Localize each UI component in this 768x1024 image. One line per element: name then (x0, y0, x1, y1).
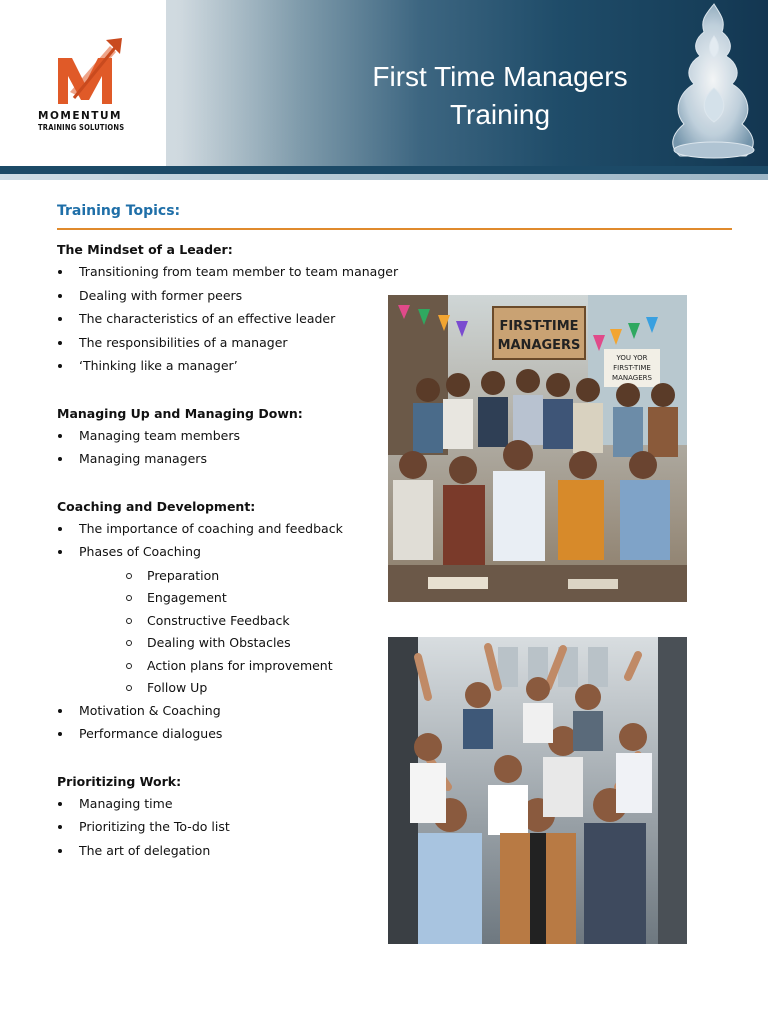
small-sign-line-2: FIRST-TIME (613, 364, 651, 372)
team-photo-illustration (388, 295, 687, 602)
group-heading: Managing Up and Managing Down: (57, 405, 303, 421)
section-rule (57, 228, 732, 230)
group-heading: The Mindset of a Leader: (57, 242, 233, 257)
list-item: The characteristics of an effective leader (57, 310, 387, 334)
list-item: ‘Thinking like a manager’ (57, 357, 387, 381)
list-item: Performance dialogues (57, 725, 387, 749)
group-heading: Coaching and Development: (57, 498, 256, 514)
team-photo-first-time-managers (388, 295, 687, 602)
sub-list-item: Preparation (57, 567, 387, 590)
header-divider-light (0, 174, 768, 180)
page-title (330, 58, 670, 134)
sub-list-item: Action plans for improvement (57, 657, 387, 680)
list-item: The responsibilities of a manager (57, 334, 387, 358)
header-banner (0, 0, 768, 166)
list-item: The importance of coaching and feedback (57, 520, 387, 544)
celebration-photo-illustration (388, 637, 687, 944)
small-sign-line-1: YOU YOR (616, 354, 648, 362)
list-item: Dealing with former peers (57, 287, 387, 311)
title-line-2: Training (449, 99, 551, 130)
title-line-1: First Time Managers (372, 61, 628, 92)
header-divider (0, 166, 768, 174)
logo-tagline: TRAINING SOLUTIONS (38, 123, 125, 132)
section-title: Training Topics: (57, 203, 181, 219)
topics-list (57, 241, 399, 865)
sign-text-line-1: FIRST-TIME (499, 319, 579, 334)
list-item: Motivation & Coaching (57, 702, 387, 726)
bullet-list (57, 520, 387, 749)
sub-list-item: Constructive Feedback (57, 612, 387, 635)
momentum-logo-mark (40, 32, 130, 112)
list-item: Transitioning from team member to team manager (57, 263, 387, 287)
list-item: The art of delegation (57, 842, 387, 866)
bullet-list (57, 427, 387, 474)
small-sign-line-3: MANAGERS (612, 374, 652, 382)
group-heading: Prioritizing Work: (57, 773, 182, 789)
list-item: Managing managers (57, 450, 387, 474)
list-item: Managing team members (57, 427, 387, 451)
bullet-list (57, 795, 387, 866)
sign-text-line-2: MANAGERS (497, 338, 581, 353)
team-celebration-photo (388, 637, 687, 944)
sub-list-item: Engagement (57, 589, 387, 612)
logo-name: MOMENTUM (38, 110, 122, 122)
sub-list-item: Follow Up (57, 679, 387, 702)
list-item: Managing time (57, 795, 387, 819)
logo (0, 0, 166, 166)
list-item: Phases of Coaching (57, 543, 387, 567)
crystal-ornament-icon (650, 0, 768, 166)
bullet-list (57, 263, 399, 381)
list-item: Prioritizing the To-do list (57, 818, 387, 842)
sub-list-item: Dealing with Obstacles (57, 634, 387, 657)
